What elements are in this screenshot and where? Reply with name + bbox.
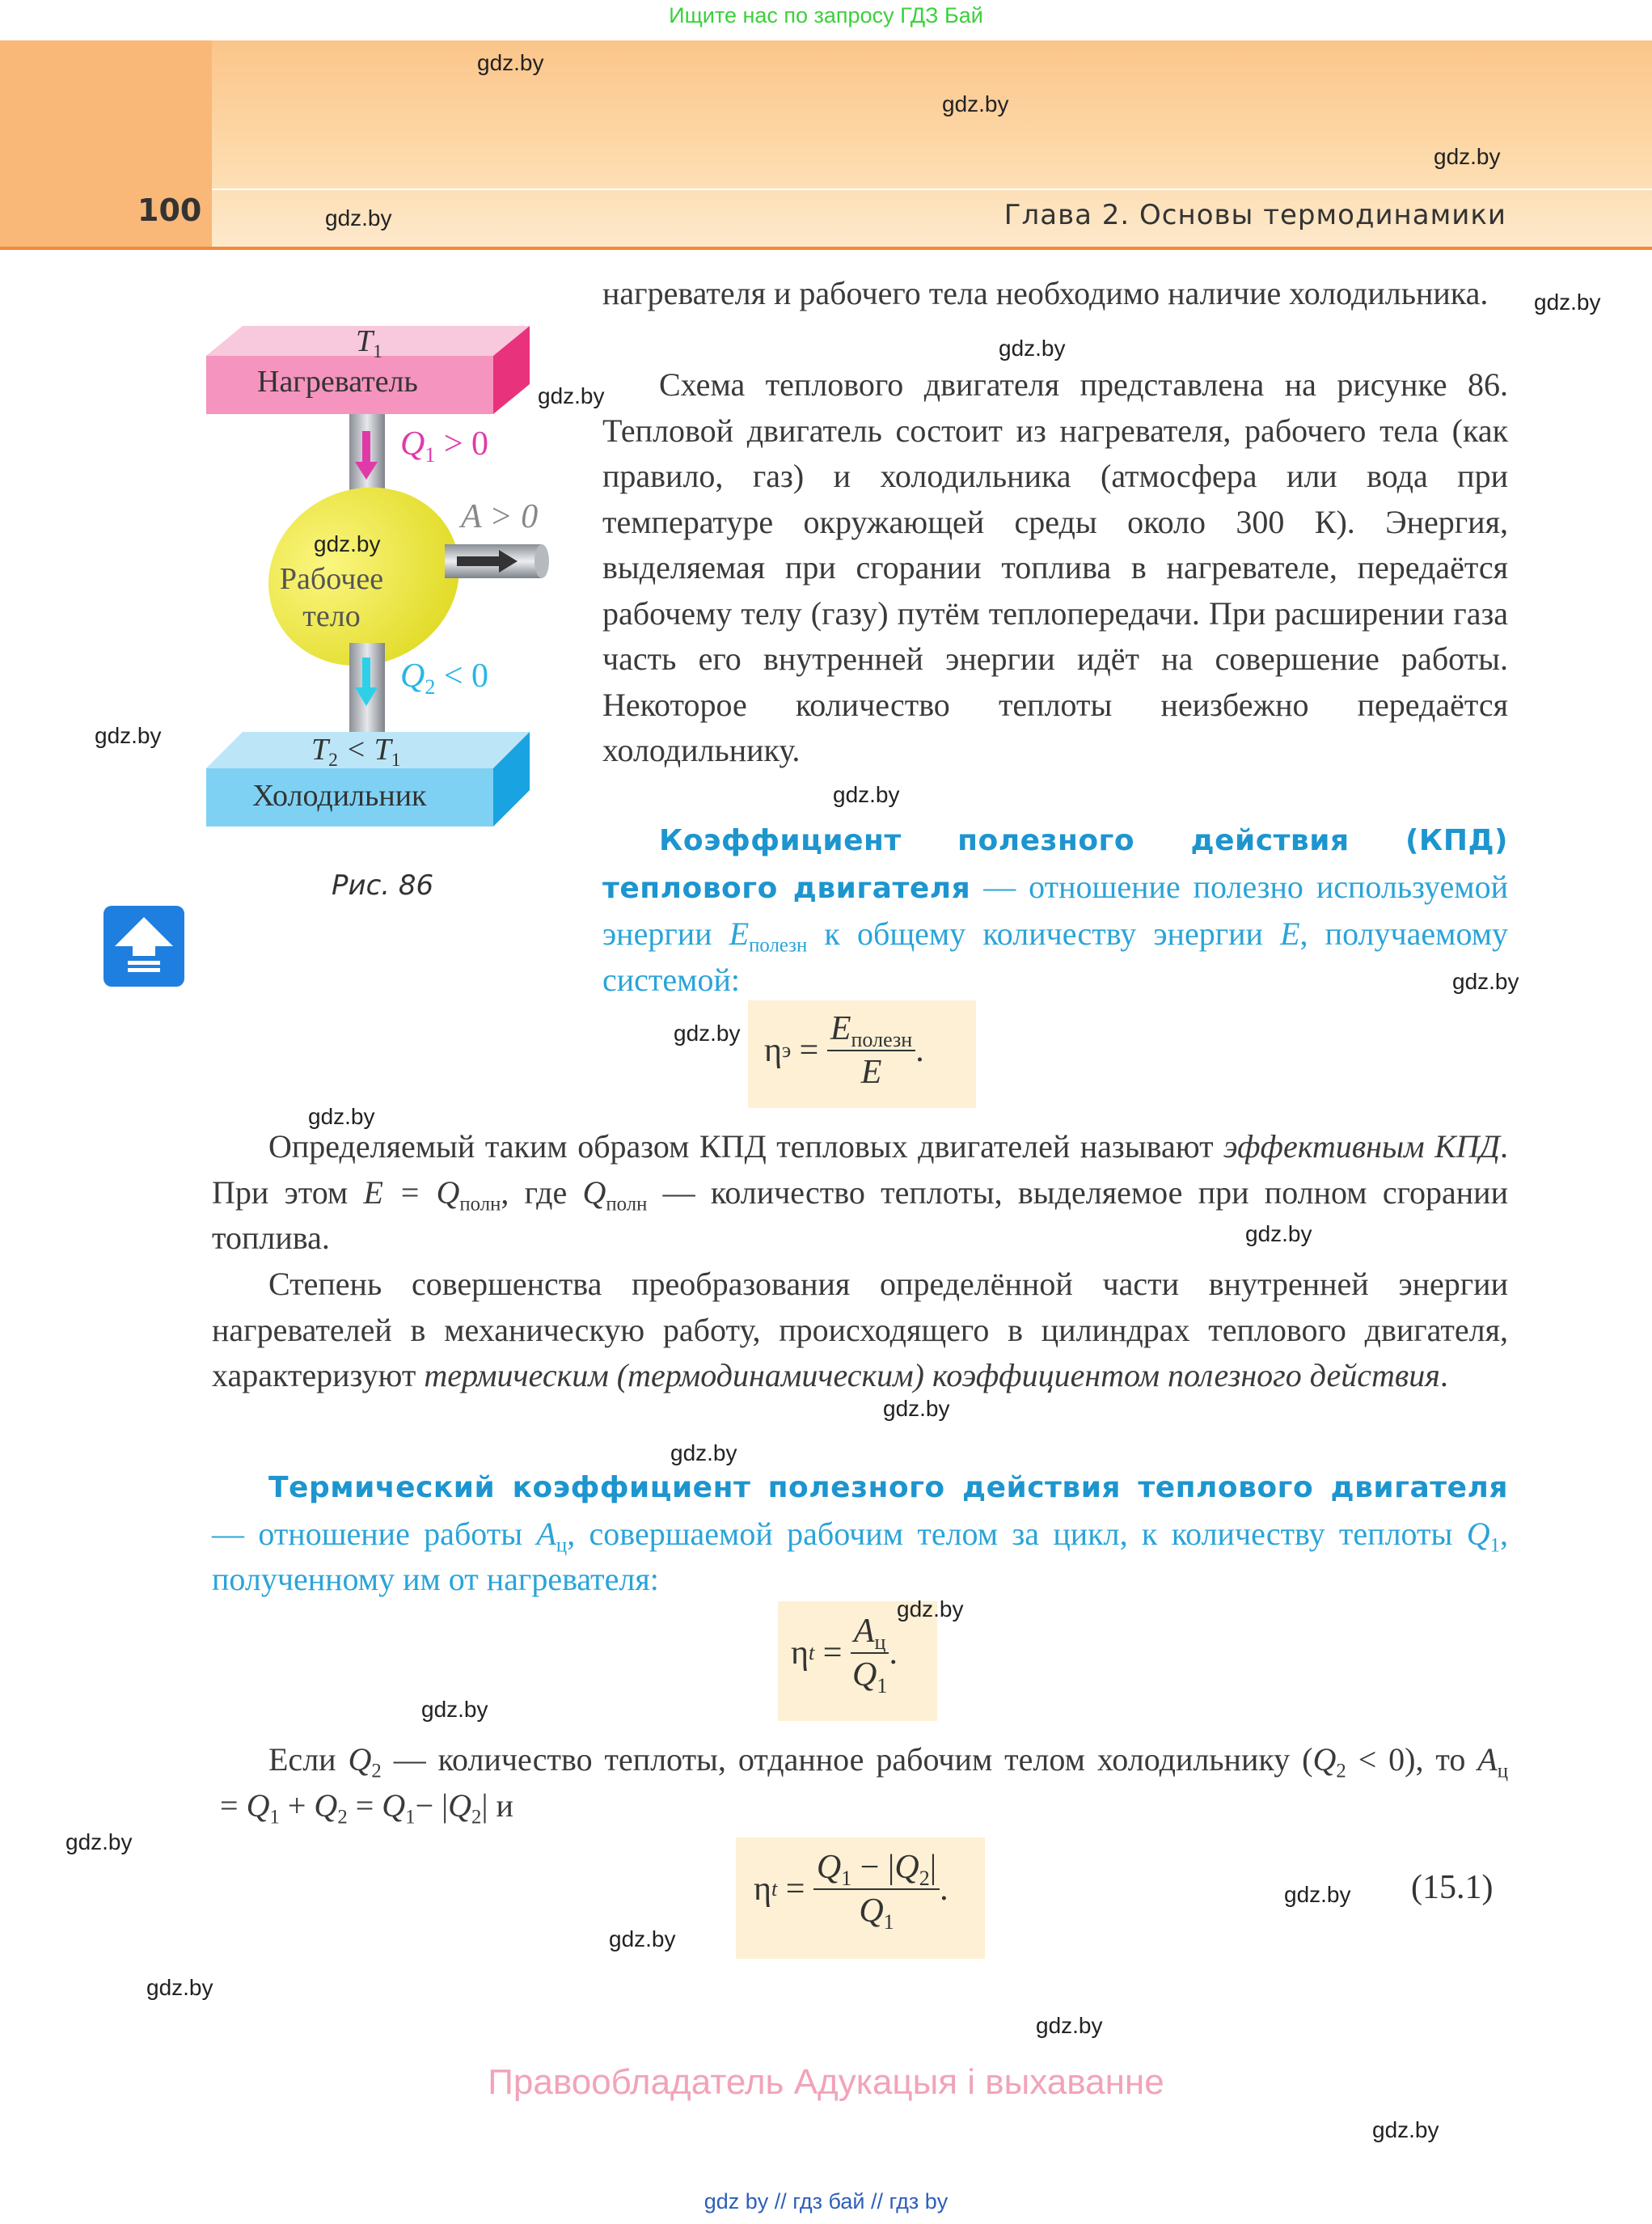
- fig-heater-label: Нагреватель: [257, 365, 418, 399]
- figure-caption: Рис. 86: [332, 869, 434, 902]
- fig-cooler-label: Холодильник: [252, 779, 427, 813]
- watermark[interactable]: gdz.by: [833, 782, 900, 807]
- watermark[interactable]: gdz.by: [146, 1975, 213, 2000]
- paragraph-2: Схема теплового двигателя представлена на рисунке 86. Тепловой двигатель состоит из нагревателя, рабочего тела (как правило, газ) и холодильника (атмосфера или вода при температуре окружающей среды около 300 К). Энергия, выделяемая при сгорании топлива в нагревателе, передаётся рабочему телу (газу) путём теплопередачи. При расширении газа часть его внутренней энергии идёт на совершение работы. Некоторое количество теплоты неизбежно передаётся холодильнику.: [602, 366, 1508, 768]
- watermark[interactable]: gdz.by: [1245, 1221, 1312, 1246]
- watermark[interactable]: gdz.by: [95, 723, 162, 748]
- watermark[interactable]: gdz.by: [1036, 2013, 1103, 2038]
- watermark[interactable]: gdz.by: [897, 1596, 964, 1621]
- watermark[interactable]: gdz.by: [1434, 144, 1501, 169]
- footer-rights-holder: Правообладатель Адукацыя і выхаванне: [488, 2062, 1164, 2102]
- watermark[interactable]: gdz.by: [477, 50, 544, 75]
- watermark[interactable]: gdz.by: [65, 1829, 133, 1854]
- watermark[interactable]: gdz.by: [421, 1697, 488, 1722]
- fig-t1-label: $T_1$: [356, 324, 382, 363]
- fig-q2-label: $Q_2 < 0$: [400, 657, 489, 700]
- paragraph-4: Степень совершенства преобразования определённой части внутренней энергии нагревателей в механическую работу, происходящего в цилиндрах теплового двигателя, характеризуют термическим (термодинамическим) коэффициентом полезного действия.: [212, 1266, 1508, 1393]
- formula-3: η t = $\frac{Q_1 - |Q_2|}{Q_1}$ .: [754, 1849, 949, 1934]
- watermark[interactable]: gdz.by: [609, 1926, 676, 1951]
- watermark[interactable]: gdz.by: [1372, 2117, 1439, 2142]
- watermark[interactable]: gdz.by: [942, 91, 1009, 116]
- header-bottom-line: [0, 247, 1652, 250]
- paragraph-1: нагревателя и рабочего тела необходимо наличие холодильника.: [602, 275, 1489, 311]
- fig-body-label: Рабочее тело: [279, 562, 384, 633]
- equation-number: (15.1): [1411, 1869, 1494, 1906]
- footer-links[interactable]: gdz by // гдз бай // гдз by: [703, 2189, 949, 2213]
- definition-thermal-efficiency: Термический коэффициент полезного действия теплового двигателя — отношение работы $A_ц$, совершаемой рабочим телом за цикл, к количеству теплоты $Q_1$, полученному им от нагревателя:: [212, 1471, 1509, 1597]
- back-to-top-icon[interactable]: [104, 906, 184, 987]
- fig-t2-label: $T_2 < T_1$: [311, 733, 401, 772]
- formula-2: η t = $\frac{A_ц}{Q_1}$ .: [791, 1613, 898, 1698]
- watermark[interactable]: gdz.by: [999, 336, 1066, 361]
- page-number: 100: [137, 192, 202, 228]
- top-banner[interactable]: Ищите нас по запросу ГДЗ Бай: [669, 3, 983, 27]
- watermark[interactable]: gdz.by: [308, 1104, 375, 1129]
- watermark[interactable]: gdz.by: [1534, 290, 1601, 315]
- watermark[interactable]: gdz.by: [670, 1440, 737, 1465]
- watermark[interactable]: gdz.by: [538, 383, 605, 408]
- side-pipe-end: [534, 544, 549, 578]
- watermark[interactable]: gdz.by: [314, 531, 381, 556]
- formula-1: η э = $\frac{E_{полезн}}{E}$ .: [764, 1010, 924, 1091]
- paragraph-5: Если $Q_2$ — количество теплоты, отданное рабочим телом холодильнику $(Q_2 < 0)$, то $A_ц = Q_1 + Q_2 = Q_1- |Q_2|$ и: [212, 1741, 1509, 1829]
- fig-a-label: A > 0: [461, 498, 539, 535]
- header-divider: [212, 188, 1652, 190]
- watermark[interactable]: gdz.by: [1452, 969, 1519, 994]
- watermark[interactable]: gdz.by: [674, 1021, 741, 1046]
- paragraph-3: Определяемый таким образом КПД тепловых двигателей называют эффективным КПД. При этом $E = Q_{полн}$, где $Q_{полн}$ — количество теплоты, выделяемое при полном сгорании топлива.: [212, 1128, 1508, 1256]
- chapter-title: Глава 2. Основы термодинамики: [1003, 199, 1506, 231]
- watermark[interactable]: gdz.by: [325, 205, 392, 230]
- definition-efficiency: Коэффициент полезного действия (КПД) теплового двигателя — отношение полезно используемой энергии $E_{полезн}$ к общему количеству энергии E, получаемому системой:: [602, 824, 1508, 998]
- watermark[interactable]: gdz.by: [1284, 1882, 1351, 1907]
- fig-q1-label: $Q_1 > 0$: [400, 425, 489, 467]
- watermark[interactable]: gdz.by: [883, 1396, 950, 1421]
